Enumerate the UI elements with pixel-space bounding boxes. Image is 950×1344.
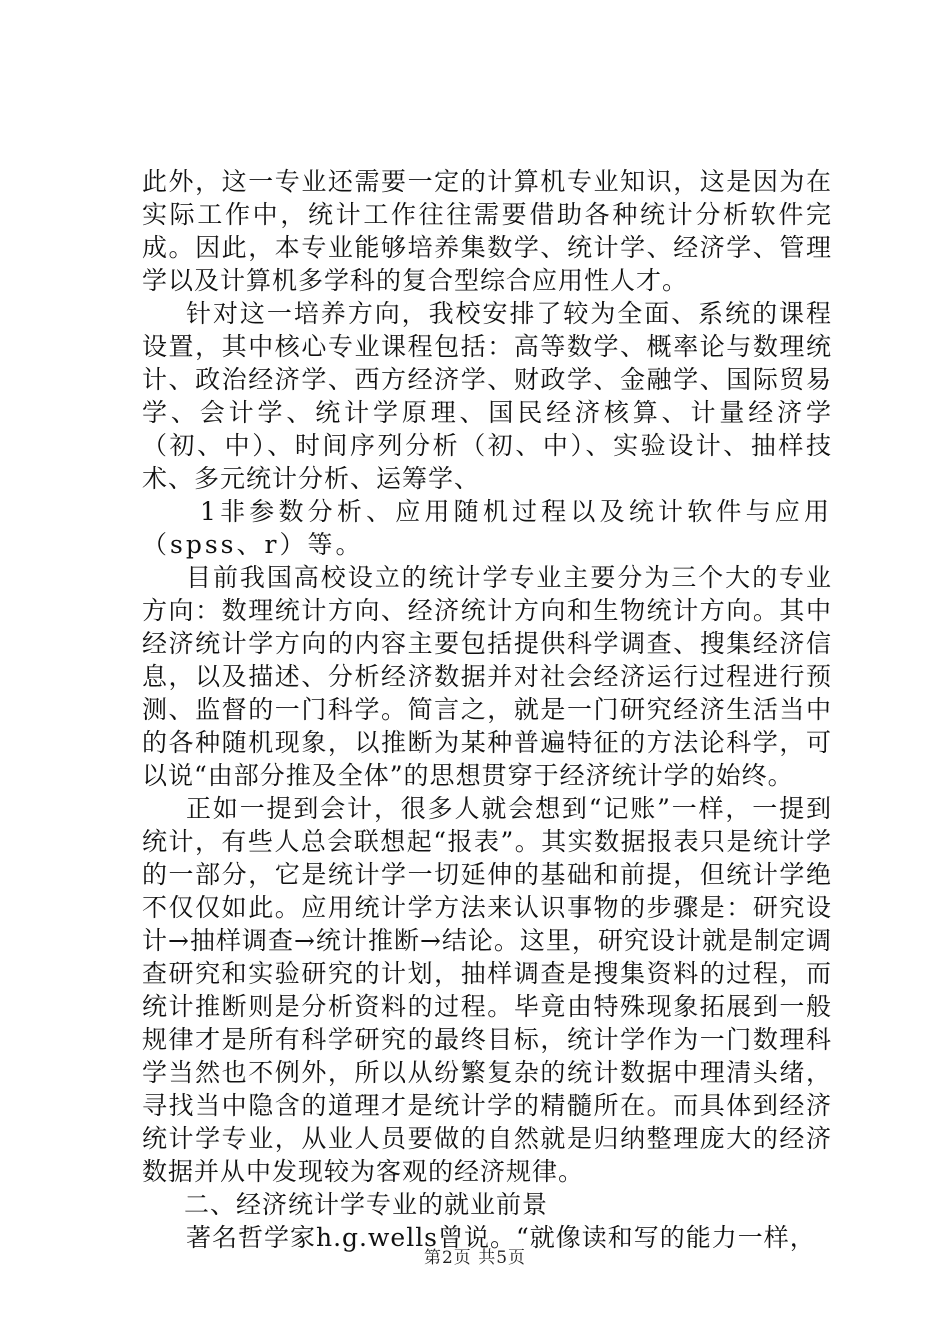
page-number-footer: 第2页 共5页: [423, 1248, 527, 1268]
paragraph-computer-knowledge: 此外，这一专业还需要一定的计算机专业知识，这是因为在实际工作中，统计工作往往需要借助各种统计分析软件完成。因此，本专业能够培养集数学、统计学、经济学、管理学以及计算机多学科的复合型综合应用性人才。: [142, 167, 832, 295]
paragraph-statistics-method: 正如一提到会计，很多人就会想到“记账”一样，一提到统计，有些人总会联想起“报表”。其实数据报表只是统计学的一部分，它是统计学一切延伸的基础和前提，但统计学绝不仅仅如此。应用统计学方法来认识事物的步骤是：研究设计→抽样调查→统计推断→结论。这里，研究设计就是制定调查研究和实验研究的计划，抽样调查是搜集资料的过程，而统计推断则是分析资料的过程。毕竟由特殊现象拓展到一般规律才是所有科学研究的最终目标，统计学作为一门数理科学当然也不例外，所以从纷繁复杂的统计数据中理清头绪，寻找当中隐含的道理才是统计学的精髓所在。而具体到经济统计学专业，从业人员要做的自然就是归纳整理庞大的经济数据并从中发现较为客观的经济规律。: [142, 794, 832, 1186]
document-body: [142, 165, 832, 1254]
paragraph-major-directions: 目前我国高校设立的统计学专业主要分为三个大的专业方向：数理统计方向、经济统计方向和生物统计方向。其中经济统计学方向的内容主要包括提供科学调查、搜集经济信息，以及描述、分析经济数据并对社会经济运行过程进行预测、监督的一门科学。简言之，就是一门研究经济生活当中的各种随机现象，以推断为某种普遍特征的方法论科学，可以说“由部分推及全体”的思想贯穿于经济统计学的始终。: [142, 563, 832, 790]
paragraph-course-setup: 针对这一培养方向，我校安排了较为全面、系统的课程设置，其中核心专业课程包括：高等数学、概率论与数理统计、政治经济学、西方经济学、财政学、金融学、国际贸易学、会计学、统计学原理、国民经济核算、计量经济学（初、中）、时间序列分析（初、中）、实验设计、抽样技术、多元统计分析、运筹学、: [142, 299, 832, 493]
paragraph-quote-intro: 著名哲学家h.g.wells曾说。“就像读和写的能力一样，: [186, 1223, 816, 1252]
section-heading-employment: 二、经济统计学专业的就业前景: [184, 1190, 549, 1219]
paragraph-course-list-continued: 1非参数分析、应用随机过程以及统计软件与应用（spss、r）等。: [142, 497, 832, 559]
